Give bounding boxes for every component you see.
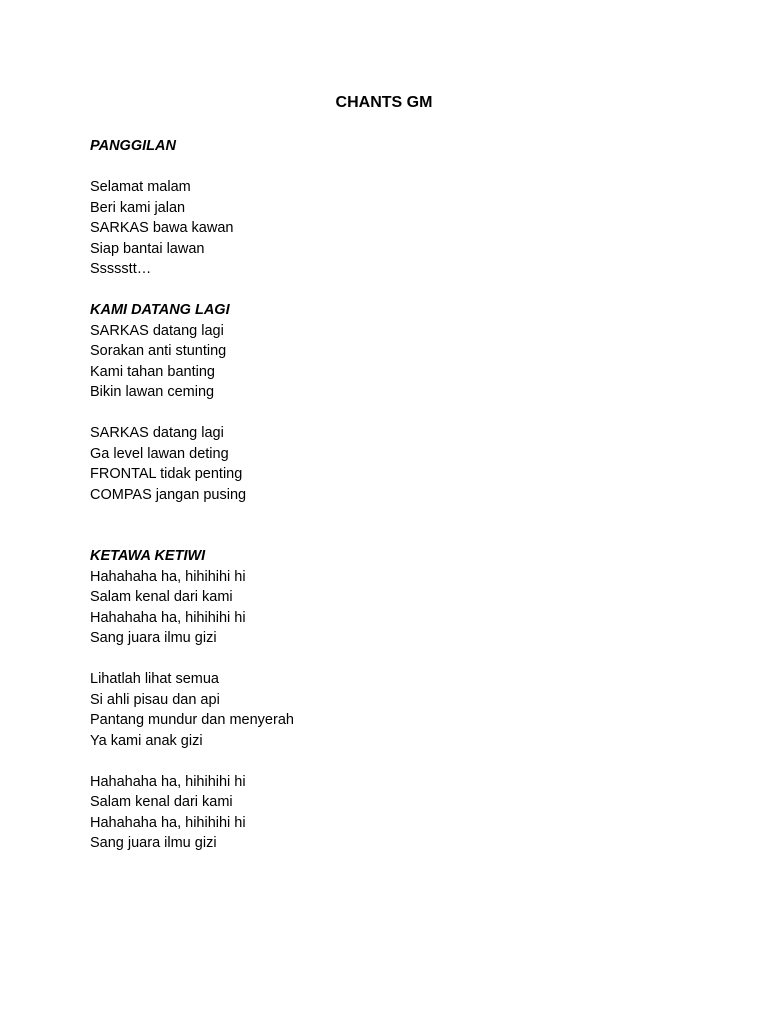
- chant-line: SARKAS datang lagi: [90, 425, 224, 441]
- section-panggilan: [90, 136, 690, 280]
- chant-line: Siap bantai lawan: [90, 240, 205, 257]
- chant-line: Kami tahan banting: [90, 363, 215, 380]
- chant-line: Bikin lawan ceming: [90, 384, 215, 400]
- chant-line: Hahahaha ha, hihihihi hi: [90, 814, 246, 831]
- chant-line: Lihatlah lihat semua: [90, 671, 219, 687]
- section-kami-datang-lagi: [90, 300, 690, 505]
- document-body: [90, 136, 690, 854]
- chant-line: Ssssstt…: [90, 261, 152, 277]
- chant-line: Beri kami jalan: [90, 199, 186, 216]
- chant-line: Ya kami anak gizi: [90, 732, 203, 749]
- chant-line: Sang juara ilmu gizi: [90, 630, 217, 646]
- chant-line: COMPAS jangan pusing: [90, 486, 247, 503]
- section-ketawa-ketiwi: [90, 546, 690, 854]
- chant-line: SARKAS datang lagi: [90, 322, 224, 339]
- chant-line: Si ahli pisau dan api: [90, 691, 220, 708]
- chant-line: Sorakan anti stunting: [90, 343, 227, 359]
- stanza: [90, 669, 690, 751]
- chant-line: Hahahaha ha, hihihihi hi: [90, 568, 246, 585]
- chant-line: FRONTAL tidak penting: [90, 466, 243, 482]
- chant-line: Hahahaha ha, hihihihi hi: [90, 609, 246, 626]
- stanza: [90, 772, 690, 854]
- section-heading: KAMI DATANG LAGI: [90, 302, 230, 318]
- chant-line: Ga level lawan deting: [90, 445, 229, 462]
- chant-line: Pantang mundur dan menyerah: [90, 712, 294, 728]
- stanza: [90, 321, 690, 403]
- chant-line: Selamat malam: [90, 179, 191, 195]
- chant-line: Salam kenal dari kami: [90, 794, 233, 810]
- chant-line: Hahahaha ha, hihihihi hi: [90, 773, 246, 790]
- chant-line: Salam kenal dari kami: [90, 589, 233, 605]
- section-heading: KETAWA KETIWI: [90, 548, 206, 564]
- stanza: [90, 423, 690, 505]
- chant-line: SARKAS bawa kawan: [90, 220, 234, 236]
- document-title: CHANTS GM: [335, 94, 433, 111]
- stanza: [90, 177, 690, 280]
- stanza: [90, 567, 690, 649]
- chant-line: Sang juara ilmu gizi: [90, 835, 217, 851]
- section-heading: PANGGILAN: [90, 138, 176, 154]
